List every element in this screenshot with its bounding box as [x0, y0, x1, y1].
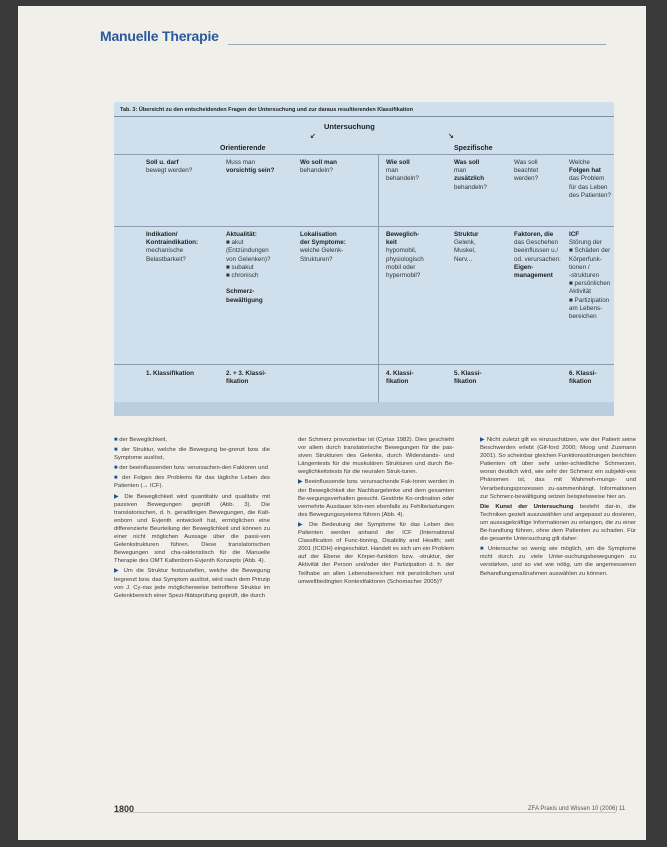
column-divider	[378, 154, 379, 402]
cell: Muss man vorsichtig sein?	[226, 159, 275, 175]
list-item: ■ der Folgen des Problems für das tägliche Leben des Patienten (→ ICF).	[114, 474, 270, 490]
table-head-orientierende: Orientierende	[220, 145, 266, 152]
text-column-3	[480, 436, 636, 580]
text-column-2	[298, 436, 454, 588]
journal-reference: ZFA Praxis und Wissen 10 (2006) 11	[528, 806, 626, 812]
cell: Wie soll man behandeln?	[386, 159, 419, 183]
paragraph: der Schmerz provozierbar ist (Cyriax 1982). Dies geschieht vor allem durch translatorische Bewegungen für die pas-siven Strukturen des Gelenks, durch Widerstands- und Längentests für die muskulären Strukturen und durch Be-weglichkeitstests für die neuralen Struk-turen.	[298, 437, 454, 476]
list-item: ▶ Um die Struktur festzustellen, welche die Bewegung begrenzt bzw. das Symptom auslöst, wird nach dem Prinzip von J. Cy-riax jede möglicherweise betroffene Struktur im Gelenkbereich einer Spezi-fitätsprüfung geprüft, die durch	[114, 567, 270, 599]
cell: Soll u. darf bewegt werden?	[146, 159, 193, 175]
cell: Wo soll man behandeln?	[300, 159, 337, 175]
table-caption: Tab. 3: Übersicht zu den entscheidenden Fragen der Untersuchung und zur daraus resultierenden Klassifikation	[120, 107, 413, 113]
cell: Lokalisation der Symptome: welche Gelenk- Strukturen?	[300, 231, 346, 263]
list-item: ■ der Struktur, welche die Bewegung be-grenzt bzw. die Symptome auslöst,	[114, 446, 270, 462]
arrow-left-icon: ↙	[310, 133, 316, 140]
document-page	[18, 6, 646, 840]
caption-rule	[114, 116, 614, 117]
footer-rule	[114, 812, 616, 813]
classification-2-3: 2. + 3. Klassi- fikation	[226, 370, 267, 386]
section-header: Manuelle Therapie	[100, 28, 219, 44]
table-box	[114, 102, 614, 416]
cell: Beweglich- keit hypomobil, physiologisch mobil oder hypermobil?	[386, 231, 424, 280]
table-head-untersuchung: Untersuchung	[324, 122, 375, 131]
arrow-right-icon: ↘	[448, 133, 454, 140]
classification-6: 6. Klassi- fikation	[569, 370, 597, 386]
table-head-spezifische: Spezifische	[454, 145, 493, 152]
text-column-1	[114, 436, 270, 602]
cell: Struktur Gelenk, Muskel, Nerv...	[454, 231, 479, 263]
cell: Aktualität: ■ akut (Entzündungen von Gelenken)? ■ subakut ■ chronisch Schmerz- bewältigung	[226, 231, 271, 304]
cell: Faktoren, die das Geschehen beeinflussen u./ od. verursachen: Eigen- management	[514, 231, 561, 280]
paragraph: Die Kunst der Untersuchung besteht dar-in, die Techniken gezielt auszuwählen und angepasst zu dosieren, um aussagekräftige Informationen zu erlangen, die zu einer Be-handlung führen, ohne dem Patienten zu schaden. Für die gesamte Untersuchung gilt daher:	[480, 503, 637, 543]
list-item: ▶ Nicht zuletzt gilt es einzuschätzen, wie der Patient seine Beschwerden erlebt (Gif-ford 2000; Moog und Zusmann 2001). So scheinbar gleichen Funktionsstörungen berichten Patienten oft über sehr unter-schiedliche Schmerzen, woran deutlich wird, wie sehr der Schmerz ein subjekti-ves Phänomen ist, das mit Wahrneh-mungs- und Verarbeitungsprozessen zu-sammenhängt. Informationen zur Schmerz-bewältigung setzen beispielsweise hier an.	[480, 436, 636, 501]
list-item: ▶ Die Bedeutung der Symptome für das Leben des Patienten werden anhand der ICF (International Classification of Func-tioning, Disability and Health; seit 2001 (ICIDH) eingeschätzt. Handelt es sich um ein Problem auf der Ebene der Körper-funktion bzw. -struktur, der Aktivität der Person und/oder der Partizipation d. h. der Teilhabe an allen Lebensbereichen mit persönlichen und umweltbedingten Kontextfaktoren (Schomacher 2005)?	[298, 521, 454, 586]
row-divider	[114, 364, 614, 365]
page-number: 1800	[114, 804, 135, 814]
list-item: ■ der beeinflussenden bzw. verursachen-den Faktoren und	[114, 464, 270, 472]
classification-5: 5. Klassi- fikation	[454, 370, 482, 386]
cell: Was soll beachtet werden?	[514, 159, 539, 183]
cell: Was soll man zusätzlich behandeln?	[454, 159, 487, 191]
list-item: ▶ Beeinflussende bzw. verursachende Fak-toren werden in der Beweglichkeit der Nachbargelenke und dem gesamten Be-wegungsverhalten gesucht. Gestörte Ko-ordination oder vermehrte Ausdauer kön-nen ebenfalls zu Fehlbelastungen des Bewegungssystems führen (Abb. 4).	[298, 478, 454, 518]
list-item: ■ Untersuche so wenig wie möglich, um die Symptome nicht durch zu viele Unter-suchungsbewegungen zu verstärken, und so viel wie nötig, um die angemessenen Behandlungsmaßnahmen auswählen zu können.	[480, 545, 636, 577]
cell: Welche Folgen hat das Problem für das Leben des Patienten?	[569, 159, 612, 199]
classification-4: 4. Klassi- fikation	[386, 370, 414, 386]
table-bottom-bar	[114, 402, 614, 416]
row-divider	[114, 226, 614, 227]
list-item: ▶ Die Beweglichkeit wird quantitativ und qualitativ mit passiven Bewegungen geprüft (Abb. 3). Die translatorischen, d. h. geradlinigen Bewegungen, die Kalt-enborn und Evjenth entwickelt hat, ermöglichen eine differenzierte Beurteilung der Beweglichkeit und können zu einer nicht möglichen Aussage über die passi-ven Gelenkstrukturen führen. Diese translatorischen Bewegungen sind cha-rakteristisch für die Manuelle Therapie des OMT Kaltenborn-Evjenth Konzepts (Abb. 4).	[114, 493, 270, 566]
list-item: ■ der Beweglichkeit,	[114, 436, 270, 444]
cell: Indikation/ Kontraindikation: mechanische Belastbarkeit?	[146, 231, 199, 263]
cell: ICF Störung der ■ Schäden der Körperfunk- tionen / -strukturen ■ persönlichen Aktivität ■ Partizipation am Lebens- bereichen	[569, 231, 611, 321]
header-rule	[228, 44, 606, 45]
row-divider	[114, 154, 614, 155]
classification-1: 1. Klassifikation	[146, 370, 194, 377]
